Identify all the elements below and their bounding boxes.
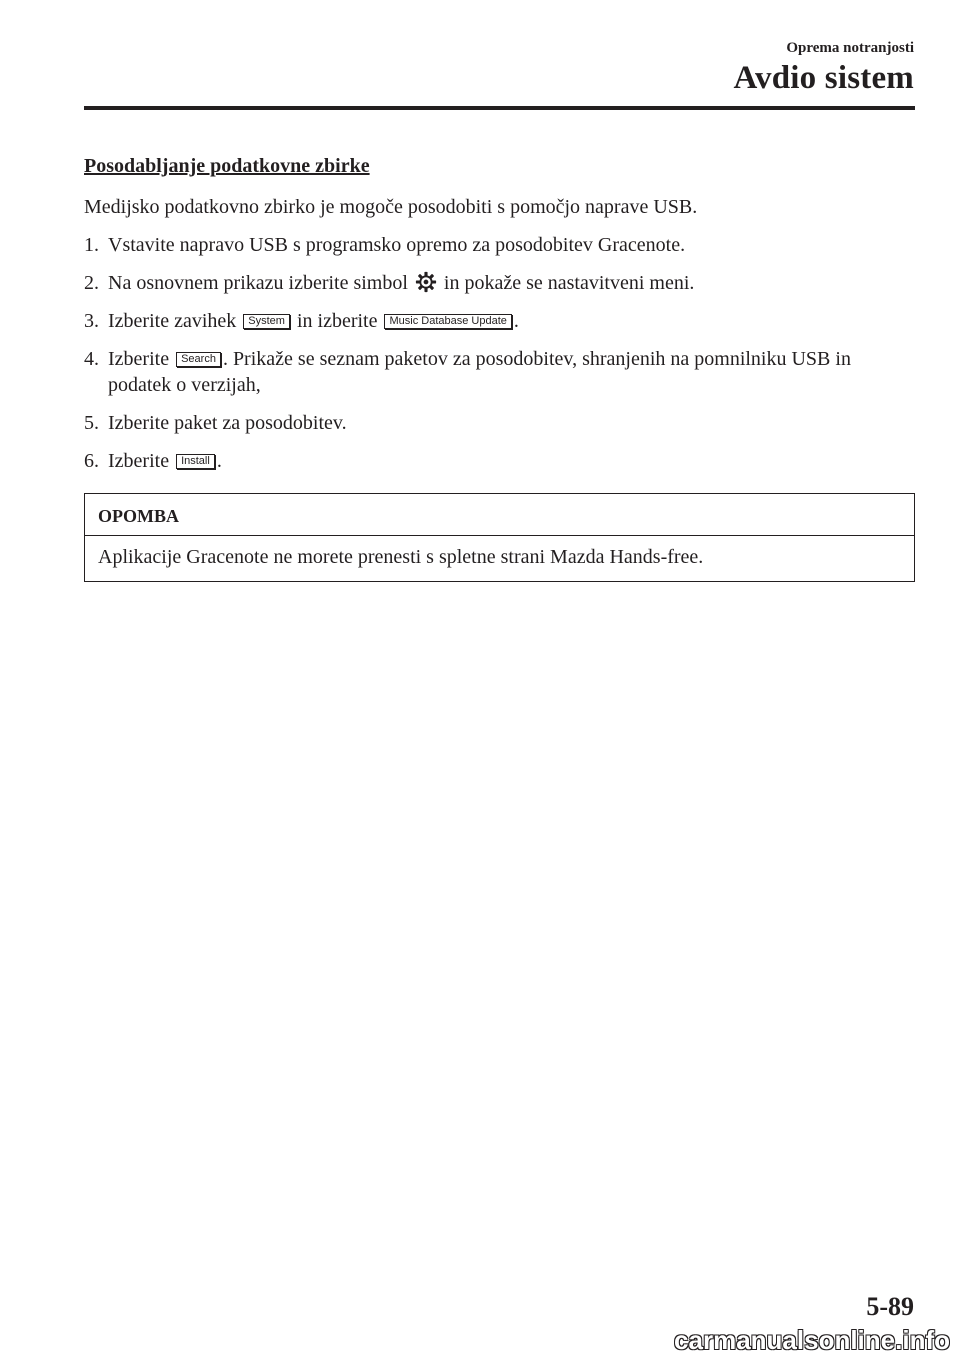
note-text: Aplikacije Gracenote ne morete prenesti s spletne strani Mazda Hands-free. xyxy=(98,546,704,568)
step-4 xyxy=(84,346,914,398)
step-text xyxy=(108,308,914,334)
step-number: 5. xyxy=(84,412,99,434)
note-heading: OPOMBA xyxy=(85,494,914,536)
chapter-title: Avdio sistem xyxy=(733,60,914,96)
intro-paragraph: Medijsko podatkovno zbirko je mogoče posodobiti s pomočjo naprave USB. xyxy=(84,196,698,218)
step-number: 4. xyxy=(84,348,99,370)
section-header: Oprema notranjosti xyxy=(786,40,914,56)
step-text xyxy=(108,346,914,398)
watermark: carmanualsonline.info xyxy=(674,1325,950,1355)
step-number: 2. xyxy=(84,272,99,294)
step-5 xyxy=(84,410,914,436)
step-text: Izberite paket za posodobitev. xyxy=(108,412,347,434)
step-text-part: . xyxy=(216,450,222,472)
note-box xyxy=(84,493,915,582)
page-number: 5-89 xyxy=(866,1292,914,1321)
system-tab-button: System xyxy=(243,314,290,329)
gear-icon xyxy=(415,271,437,293)
step-text-part: Izberite xyxy=(108,348,170,370)
install-button: Install xyxy=(176,454,215,469)
step-text-part: in izberite xyxy=(296,310,378,332)
step-text-part: Izberite zavihek xyxy=(108,310,237,332)
search-button: Search xyxy=(176,352,221,367)
step-3 xyxy=(84,308,914,334)
step-text: Vstavite napravo USB s programsko opremo za posodobitev Gracenote. xyxy=(108,234,686,256)
step-text-part: in pokaže se nastavitveni meni. xyxy=(443,272,695,294)
music-database-update-button: Music Database Update xyxy=(384,314,511,329)
step-1 xyxy=(84,232,914,258)
step-number: 6. xyxy=(84,450,99,472)
header-rule xyxy=(84,106,915,110)
step-text-part: Izberite xyxy=(108,450,170,472)
step-text xyxy=(108,448,914,474)
step-text-part: . Prikaže se seznam paketov za posodobitev, shranjenih na pomnilniku USB in podatek o verzijah, xyxy=(108,348,851,396)
step-text xyxy=(108,270,914,296)
step-6 xyxy=(84,448,914,474)
step-text-part: . xyxy=(513,310,519,332)
step-text-part: Na osnovnem prikazu izberite simbol xyxy=(108,272,408,294)
step-number: 3. xyxy=(84,310,99,332)
step-2 xyxy=(84,270,914,296)
steps-list xyxy=(84,232,914,474)
step-number: 1. xyxy=(84,234,99,256)
section-title: Posodabljanje podatkovne zbirke xyxy=(84,155,370,177)
